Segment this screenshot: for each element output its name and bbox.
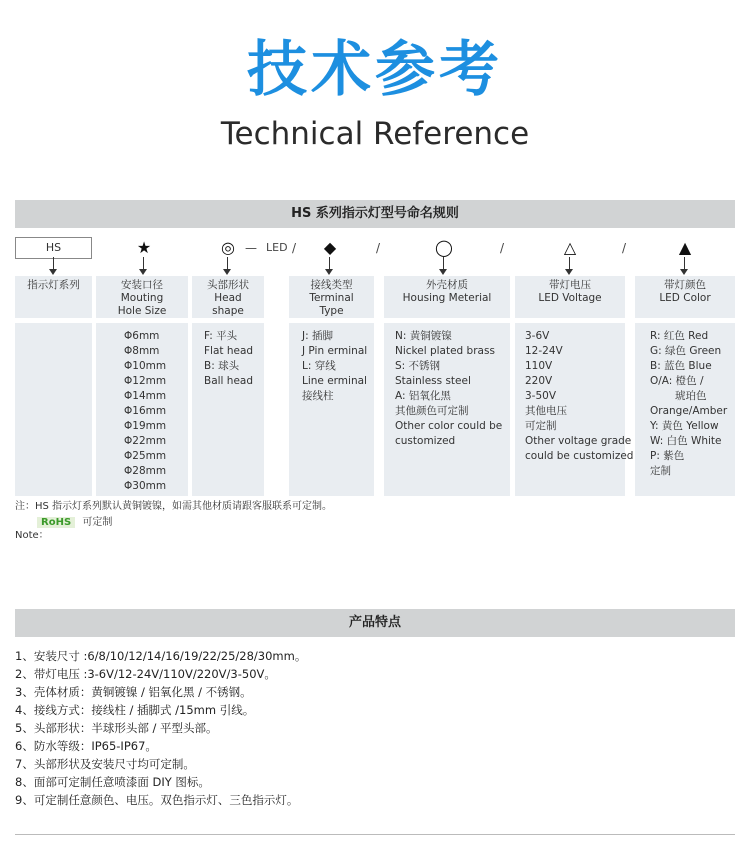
feature-item: 7、头部形状及安装尺寸均可定制。 <box>15 757 195 771</box>
feature-item: 2、带灯电压 :3-6V/12-24V/110V/220V/3-50V。 <box>15 667 276 681</box>
feature-item: 6、防水等级：IP65-IP67。 <box>15 739 157 753</box>
page-title-en: Technical Reference <box>220 116 530 152</box>
column-body-terminal-type <box>289 323 374 496</box>
column-body-housing-material <box>384 323 510 496</box>
down-arrow-icon <box>222 257 234 275</box>
column-body-series <box>15 323 92 496</box>
led-voltage-item: 可定制 <box>525 420 557 432</box>
led-color-item: P: 紫色 <box>650 450 685 462</box>
slash-separator: / <box>376 241 381 255</box>
housing-material-item: 其他颜色可定制 <box>395 405 469 417</box>
column-header-hole-size: 安装口径 Mouting Hole Size <box>96 276 188 318</box>
hole-size-item: Φ25mm <box>124 450 167 462</box>
led-color-item: B: 蓝色 Blue <box>650 360 712 372</box>
housing-material-item: Other color could be <box>395 420 503 432</box>
diamond-icon: ◆ <box>323 238 337 257</box>
slash-separator: / <box>500 241 505 255</box>
led-color-item: 琥珀色 <box>675 390 707 402</box>
down-arrow-icon <box>679 257 691 275</box>
features-header: 产品特点 <box>15 609 735 637</box>
hole-size-item: Φ6mm <box>124 330 160 342</box>
led-voltage-item: 12-24V <box>525 345 563 357</box>
terminal-type-item: L: 穿线 <box>302 360 336 372</box>
filled-triangle-icon: ▲ <box>678 238 692 257</box>
concentric-circle-icon: ◎ <box>221 238 235 257</box>
terminal-type-item: J Pin erminal <box>302 345 368 357</box>
column-header-terminal-type: 接线类型 Terminal Type <box>289 276 374 318</box>
led-voltage-item: Other voltage grade <box>525 435 632 447</box>
column-header-led-voltage: 带灯电压 LED Voltage <box>515 276 625 318</box>
hole-size-item: Φ10mm <box>124 360 167 372</box>
bottom-divider <box>15 834 735 835</box>
led-color-item: 定制 <box>650 465 671 477</box>
star-icon: ★ <box>136 238 152 257</box>
hole-size-item: Φ19mm <box>124 420 167 432</box>
hole-size-item: Φ12mm <box>124 375 167 387</box>
feature-item: 1、安装尺寸 :6/8/10/12/14/16/19/22/25/28/30mm。 <box>15 649 307 663</box>
rohs-text: 可定制 <box>82 517 113 528</box>
slash-separator: / <box>622 241 627 255</box>
down-arrow-icon <box>324 257 336 275</box>
terminal-type-item: 接线柱 <box>302 390 334 402</box>
head-shape-item: Flat head <box>204 345 254 357</box>
page-title-cn: 技术参考 <box>247 35 503 105</box>
slash-separator: / <box>292 241 297 255</box>
led-color-item: W: 白色 White <box>650 435 722 447</box>
model-code-box: HS <box>15 237 92 259</box>
hole-size-item: Φ22mm <box>124 435 167 447</box>
naming-rule-header: HS 系列指示灯型号命名规则 <box>15 200 735 228</box>
head-shape-item: Ball head <box>204 375 254 387</box>
terminal-type-item: J: 插脚 <box>302 330 333 342</box>
led-color-item: Orange/Amber <box>650 405 728 417</box>
column-body-head-shape <box>192 323 264 496</box>
column-body-hole-size <box>96 323 188 496</box>
hole-size-item: Φ8mm <box>124 345 160 357</box>
led-label: LED <box>266 241 288 254</box>
note-label-en: Note： <box>15 530 49 541</box>
down-arrow-icon <box>48 257 60 275</box>
note-text: 注：HS 指示灯系列默认黄铜镀镍，如需其他材质请跟客服联系可定制。 <box>15 501 333 512</box>
housing-material-item: S: 不锈钢 <box>395 360 441 372</box>
hole-size-item: Φ30mm <box>124 480 167 492</box>
housing-material-item: Nickel plated brass <box>395 345 495 357</box>
housing-material-item: customized <box>395 435 456 447</box>
column-header-led-color: 带灯颜色 LED Color <box>635 276 735 318</box>
hole-size-item: Φ28mm <box>124 465 167 477</box>
led-color-item: O/A: 橙色 / <box>650 375 704 387</box>
feature-item: 8、面部可定制任意喷漆面 DIY 图标。 <box>15 775 210 789</box>
head-shape-item: F: 平头 <box>204 330 238 342</box>
feature-item: 5、头部形状：半球形头部 / 平型头部。 <box>15 721 218 735</box>
housing-material-item: A: 铝氧化黑 <box>395 390 451 402</box>
led-voltage-item: could be customized <box>525 450 634 462</box>
housing-material-item: Stainless steel <box>395 375 471 387</box>
column-body-led-voltage <box>515 323 634 496</box>
rohs-line <box>37 516 112 530</box>
led-color-item: G: 绿色 Green <box>650 345 722 357</box>
down-arrow-icon <box>138 257 150 275</box>
features-list <box>15 647 306 809</box>
hole-size-item: Φ14mm <box>124 390 167 402</box>
led-color-item: R: 红色 Red <box>650 330 709 342</box>
column-header-housing-material: 外壳材质 Housing Meterial <box>384 276 510 318</box>
terminal-type-item: Line erminal <box>302 375 367 387</box>
down-arrow-icon <box>564 257 576 275</box>
led-voltage-item: 110V <box>525 360 553 372</box>
dash-separator: — <box>245 241 257 255</box>
led-voltage-item: 220V <box>525 375 553 387</box>
hole-size-item: Φ16mm <box>124 405 167 417</box>
rohs-badge: RoHS <box>37 517 75 528</box>
led-voltage-item: 3-6V <box>525 330 550 342</box>
led-color-item: Y: 黄色 Yellow <box>650 420 719 432</box>
column-header-series: 指示灯系列 <box>15 276 92 318</box>
column-body-led-color <box>635 323 735 496</box>
led-voltage-item: 3-50V <box>525 390 557 402</box>
feature-item: 3、壳体材质：黄铜镀镍 / 铝氧化黑 / 不锈钢。 <box>15 685 252 699</box>
circle-icon: ◯ <box>435 238 453 257</box>
feature-item: 9、可定制任意颜色、电压。双色指示灯、三色指示灯。 <box>15 793 299 807</box>
down-arrow-icon <box>438 257 450 275</box>
feature-item: 4、接线方式：接线柱 / 插脚式 /15mm 引线。 <box>15 703 255 717</box>
column-header-head-shape: 头部形状 Head shape <box>192 276 264 318</box>
open-triangle-icon: △ <box>563 238 577 257</box>
housing-material-item: N: 黄铜镀镍 <box>395 330 452 342</box>
head-shape-item: B: 球头 <box>204 360 240 372</box>
led-voltage-item: 其他电压 <box>525 405 567 417</box>
